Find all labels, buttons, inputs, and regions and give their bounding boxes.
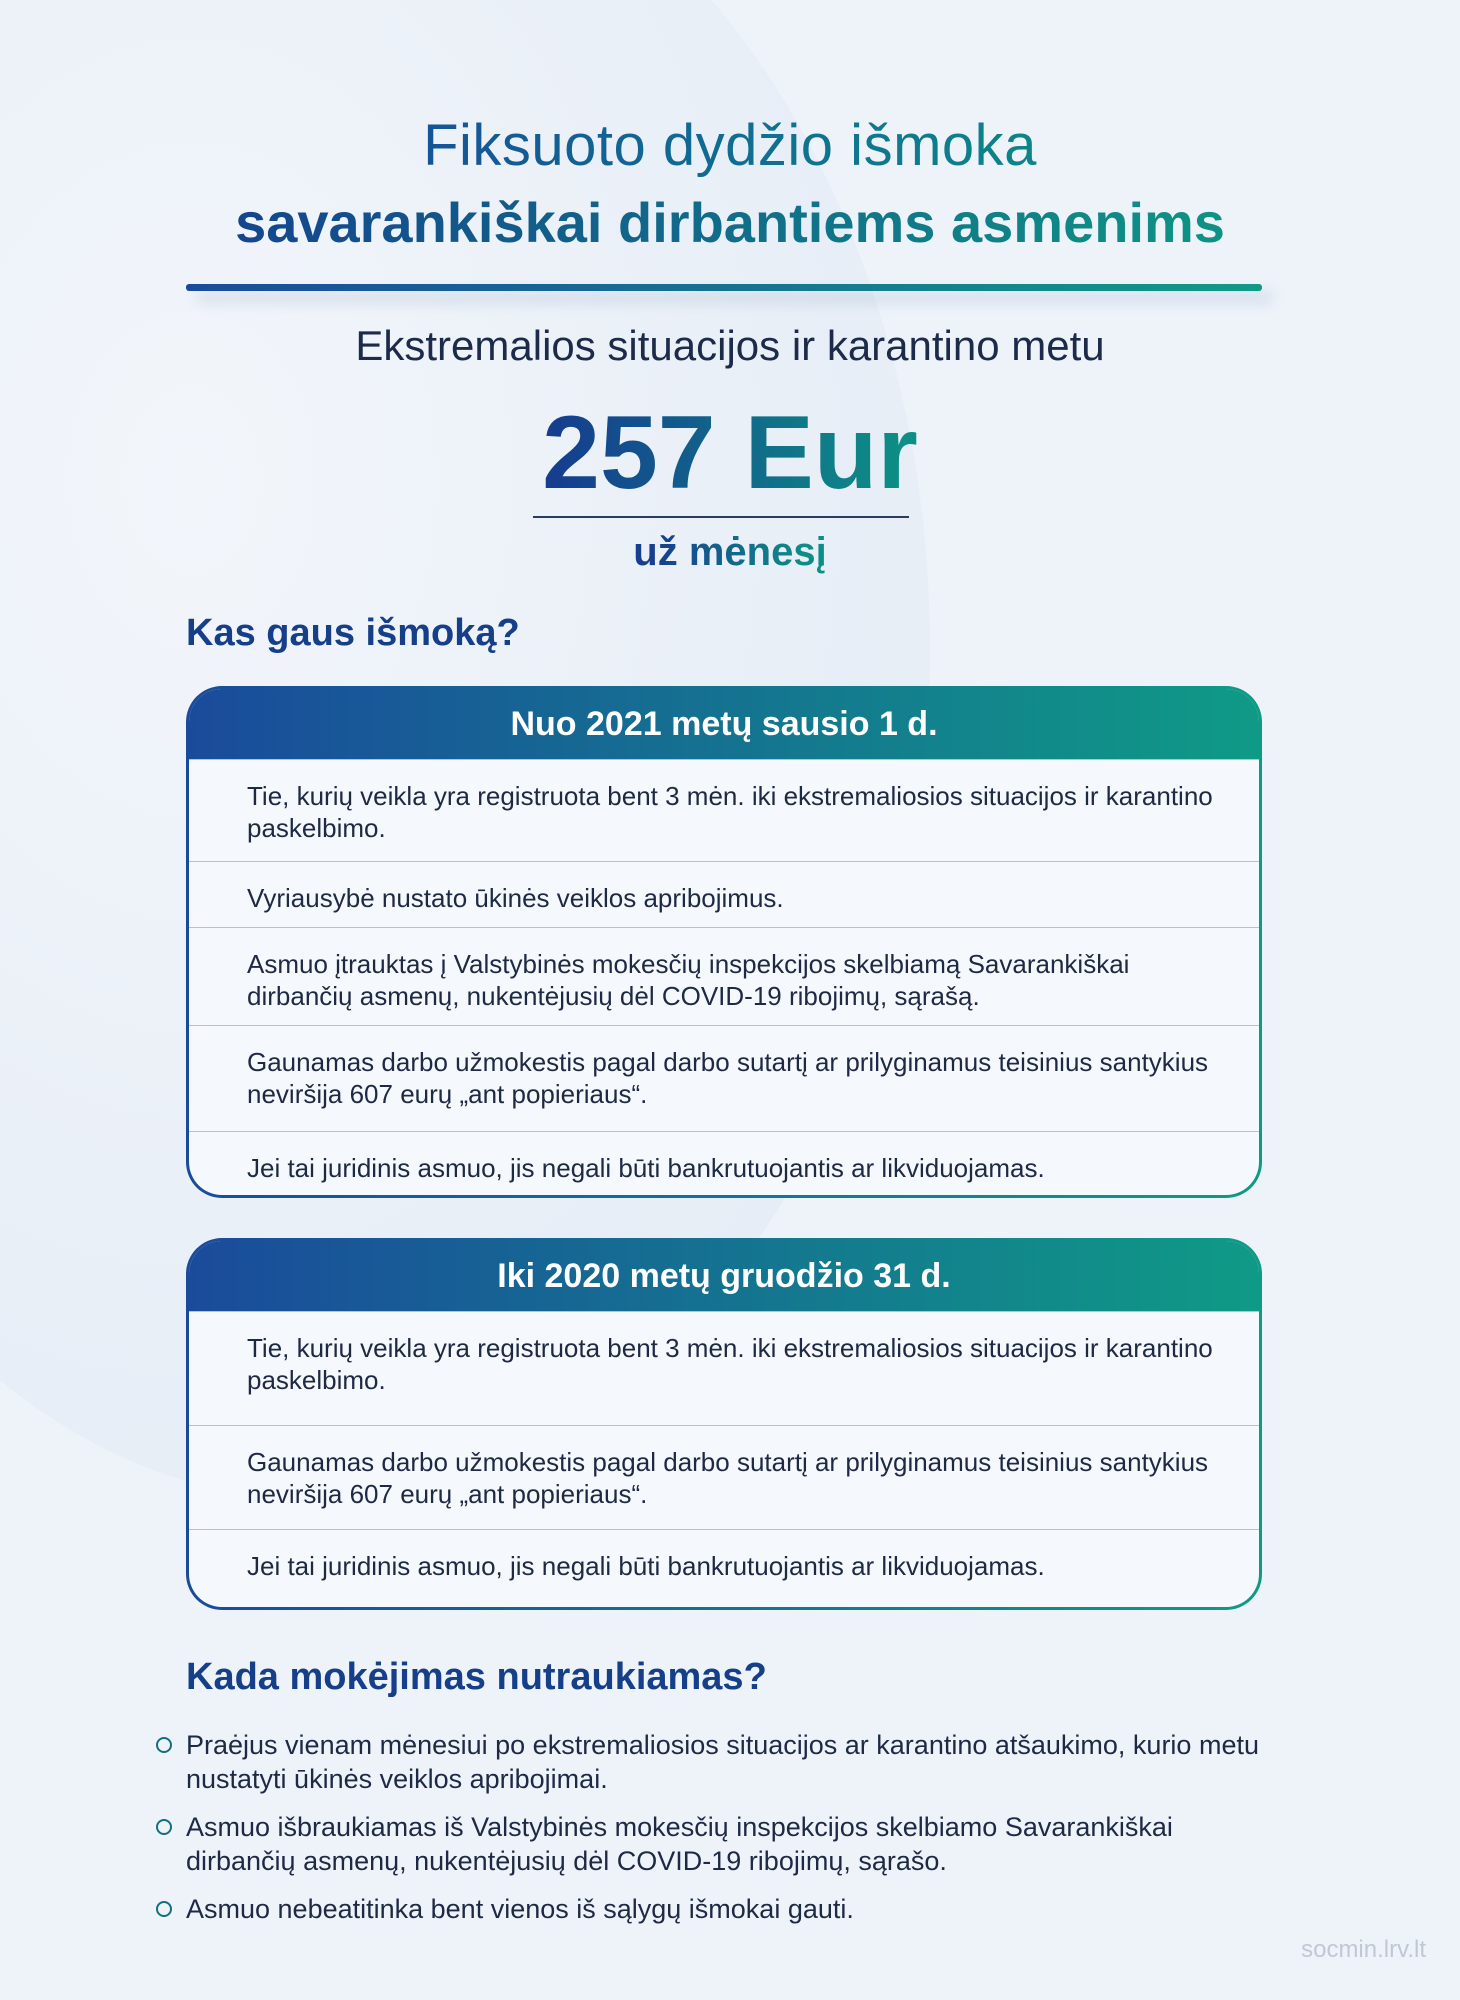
amount-divider — [533, 516, 909, 518]
circle-bullet-icon — [156, 1901, 172, 1917]
title-divider — [186, 284, 1262, 291]
list-item-text: Praėjus vienam mėnesiui po ekstremaliosios situacijos ar karantino atšaukimo, kurio metu nustatyti ūkinės veiklos apribojimai. — [186, 1730, 1259, 1794]
list-item-text: Asmuo nebeatitinka bent vienos iš sąlygų išmokai gauti. — [186, 1894, 854, 1924]
condition-row: Asmuo įtrauktas į Valstybinės mokesčių inspekcijos skelbiamą Savarankiškai dirbančių asmenų, nukentėjusių dėl COVID-19 ribojimų, sąrašą. — [189, 927, 1259, 1025]
list-item — [156, 1892, 1276, 1926]
condition-row: Vyriausybė nustato ūkinės veiklos apribojimus. — [189, 861, 1259, 927]
stop-conditions-list — [156, 1728, 1276, 1940]
condition-row: Jei tai juridinis asmuo, jis negali būti bankrutuojantis ar likviduojamas. — [189, 1131, 1259, 1195]
stop-heading: Kada mokėjimas nutraukiamas? — [186, 1656, 767, 1698]
list-item-text: Asmuo išbraukiamas iš Valstybinės mokesčių inspekcijos skelbiamo Savarankiškai dirbančių asmenų, nukentėjusių dėl COVID-19 ribojimų, sąrašo. — [186, 1812, 1173, 1876]
list-item — [156, 1810, 1276, 1878]
condition-row: Gaunamas darbo užmokestis pagal darbo sutartį ar prilyginamus teisinius santykius neviršija 607 eurų „ant popieriaus“. — [189, 1025, 1259, 1131]
condition-row: Tie, kurių veikla yra registruota bent 3 mėn. iki ekstremaliosios situacijos ir karantino paskelbimo. — [189, 1311, 1259, 1425]
card-title: Nuo 2021 metų sausio 1 d. — [189, 689, 1259, 759]
card-body — [189, 689, 1259, 1195]
eligibility-card-2020 — [186, 1238, 1262, 1610]
circle-bullet-icon — [156, 1737, 172, 1753]
circle-bullet-icon — [156, 1819, 172, 1835]
card-title: Iki 2020 metų gruodžio 31 d. — [189, 1241, 1259, 1311]
condition-row: Jei tai juridinis asmuo, jis negali būti bankrutuojantis ar likviduojamas. — [189, 1529, 1259, 1607]
title-line-2: savarankiškai dirbantiems asmenims — [0, 190, 1460, 255]
subtitle: Ekstremalios situacijos ir karantino metu — [355, 322, 1105, 369]
title-line-1: Fiksuoto dydžio išmoka — [0, 112, 1460, 179]
list-item — [156, 1728, 1276, 1796]
amount-period: už mėnesį — [0, 530, 1460, 575]
eligibility-card-2021 — [186, 686, 1262, 1198]
card-body — [189, 1241, 1259, 1607]
who-heading: Kas gaus išmoką? — [186, 612, 520, 654]
footer-website: socmin.lrv.lt — [1301, 1936, 1426, 1963]
amount: 257 Eur — [0, 396, 1460, 510]
condition-row: Tie, kurių veikla yra registruota bent 3 mėn. iki ekstremaliosios situacijos ir karantino paskelbimo. — [189, 759, 1259, 861]
condition-row: Gaunamas darbo užmokestis pagal darbo sutartį ar prilyginamus teisinius santykius neviršija 607 eurų „ant popieriaus“. — [189, 1425, 1259, 1529]
